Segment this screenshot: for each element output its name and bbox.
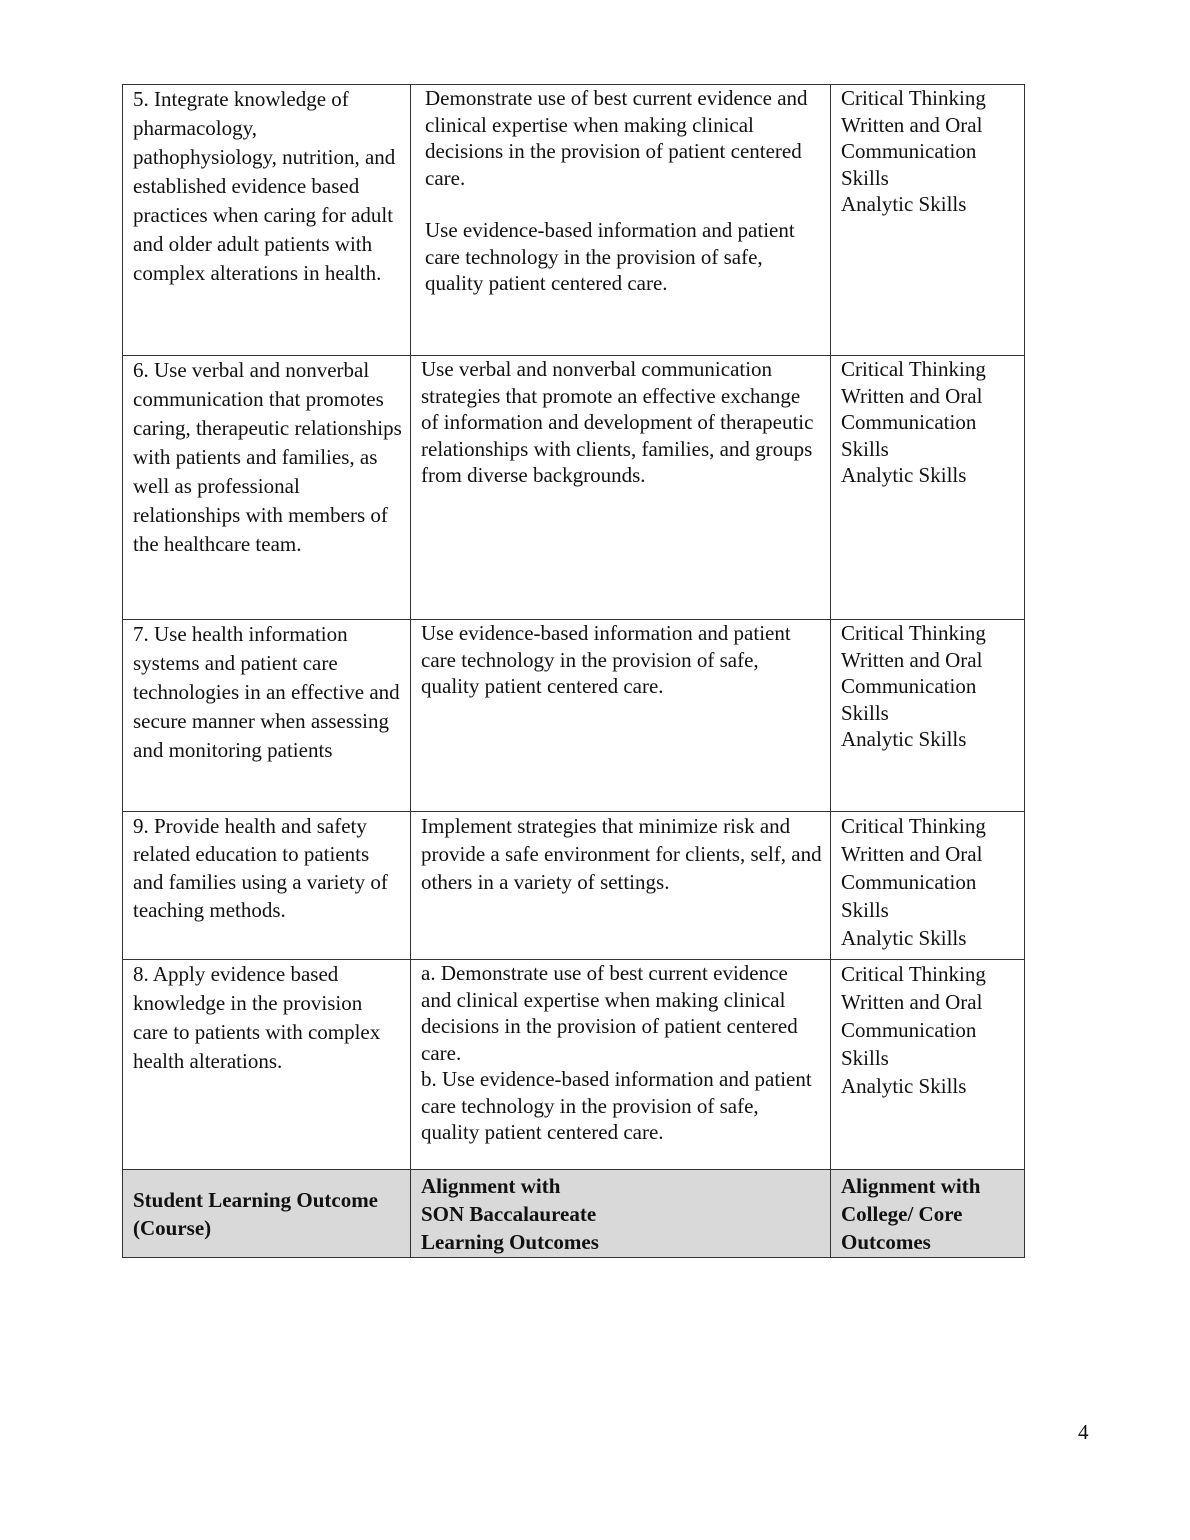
son-alignment-text: Implement strategies that minimize risk and provide a safe environment for clients, self, and others in a variety of settings.	[421, 814, 822, 894]
core-outcome-item: Analytic Skills	[841, 192, 967, 216]
header-label: Student Learning Outcome (Course)	[133, 1187, 379, 1240]
table-row	[123, 356, 1025, 620]
son-alignment-cell	[411, 812, 831, 960]
learning-outcomes-table	[122, 84, 1025, 1258]
core-outcomes-cell	[831, 960, 1025, 1170]
column-header-row	[123, 1170, 1025, 1258]
core-outcomes-cell	[831, 620, 1025, 812]
core-outcome-item: Written and Oral Communication Skills	[841, 842, 983, 922]
core-outcome-item: Written and Oral Communication Skills	[841, 383, 983, 461]
son-alignment-text: Use verbal and nonverbal communication strategies that promote an effective exchange of information and development of therapeutic relationships with clients, families, and groups from diverse backgrounds.	[421, 357, 814, 487]
son-alignment-cell	[411, 356, 831, 620]
core-outcomes-cell	[831, 812, 1025, 960]
header-label: Alignment with College/ Core Outcomes	[841, 1173, 981, 1254]
course-outcome-text: 8. Apply evidence based knowledge in the provision care to patients with complex health alterations.	[133, 962, 381, 1073]
course-outcome-text: 6. Use verbal and nonverbal communication that promotes caring, therapeutic relationships with patients and families, as well as professional relationships with members of the healthcare team.	[133, 358, 402, 556]
core-outcome-item: Critical Thinking	[841, 86, 986, 110]
core-outcome-item: Analytic Skills	[841, 727, 967, 751]
core-outcome-item: Analytic Skills	[841, 463, 967, 487]
son-alignment-text: a. Demonstrate use of best current evidence and clinical expertise when making clinical decisions in the provision of patient centered care.	[421, 961, 798, 1065]
core-outcomes-cell	[831, 85, 1025, 356]
table-row	[123, 812, 1025, 960]
course-outcome-text: 9. Provide health and safety related education to patients and families using a variety of teaching methods.	[133, 814, 388, 922]
son-alignment-text: Demonstrate use of best current evidence and clinical expertise when making clinical decisions in the provision of patient centered care.	[425, 86, 808, 190]
page-number: 4	[1078, 1420, 1089, 1444]
core-outcome-item: Critical Thinking	[841, 814, 986, 838]
header-son-alignment	[411, 1170, 831, 1258]
son-alignment-cell	[411, 620, 831, 812]
table-row	[123, 620, 1025, 812]
son-alignment-cell	[411, 85, 831, 356]
course-outcome-text: 5. Integrate knowledge of pharmacology, pathophysiology, nutrition, and established evidence based practices when caring for adult and older adult patients with complex alterations in health.	[133, 87, 396, 285]
core-outcome-item: Critical Thinking	[841, 621, 986, 645]
core-outcome-item: Analytic Skills	[841, 1074, 967, 1098]
son-alignment-text: b. Use evidence-based information and patient care technology in the provision of safe, quality patient centered care.	[421, 1067, 812, 1144]
header-label: Learning Outcomes	[421, 1229, 599, 1254]
course-outcome-cell	[123, 356, 411, 620]
core-outcomes-cell	[831, 356, 1025, 620]
son-alignment-text: Use evidence-based information and patient care technology in the provision of safe, quality patient centered care.	[425, 218, 795, 295]
core-outcome-item: Written and Oral Communication Skills	[841, 112, 983, 190]
core-outcome-item: Written and Oral Communication Skills	[841, 990, 983, 1070]
course-outcome-cell	[123, 960, 411, 1170]
son-alignment-cell	[411, 960, 831, 1170]
course-outcome-cell	[123, 812, 411, 960]
course-outcome-text: 7. Use health information systems and patient care technologies in an effective and secure manner when assessing and monitoring patients	[133, 622, 400, 762]
course-outcome-cell	[123, 620, 411, 812]
header-student-learning-outcome	[123, 1170, 411, 1258]
header-core-alignment	[831, 1170, 1025, 1258]
course-outcome-cell	[123, 85, 411, 356]
table-row	[123, 960, 1025, 1170]
table-row	[123, 85, 1025, 356]
header-label: Alignment with	[421, 1173, 561, 1198]
son-alignment-text: Use evidence-based information and patient care technology in the provision of safe, quality patient centered care.	[421, 621, 791, 698]
core-outcome-item: Critical Thinking	[841, 962, 986, 986]
core-outcome-item: Written and Oral Communication Skills	[841, 647, 983, 725]
core-outcome-item: Analytic Skills	[841, 926, 967, 950]
header-label: SON Baccalaureate	[421, 1201, 597, 1226]
core-outcome-item: Critical Thinking	[841, 357, 986, 381]
